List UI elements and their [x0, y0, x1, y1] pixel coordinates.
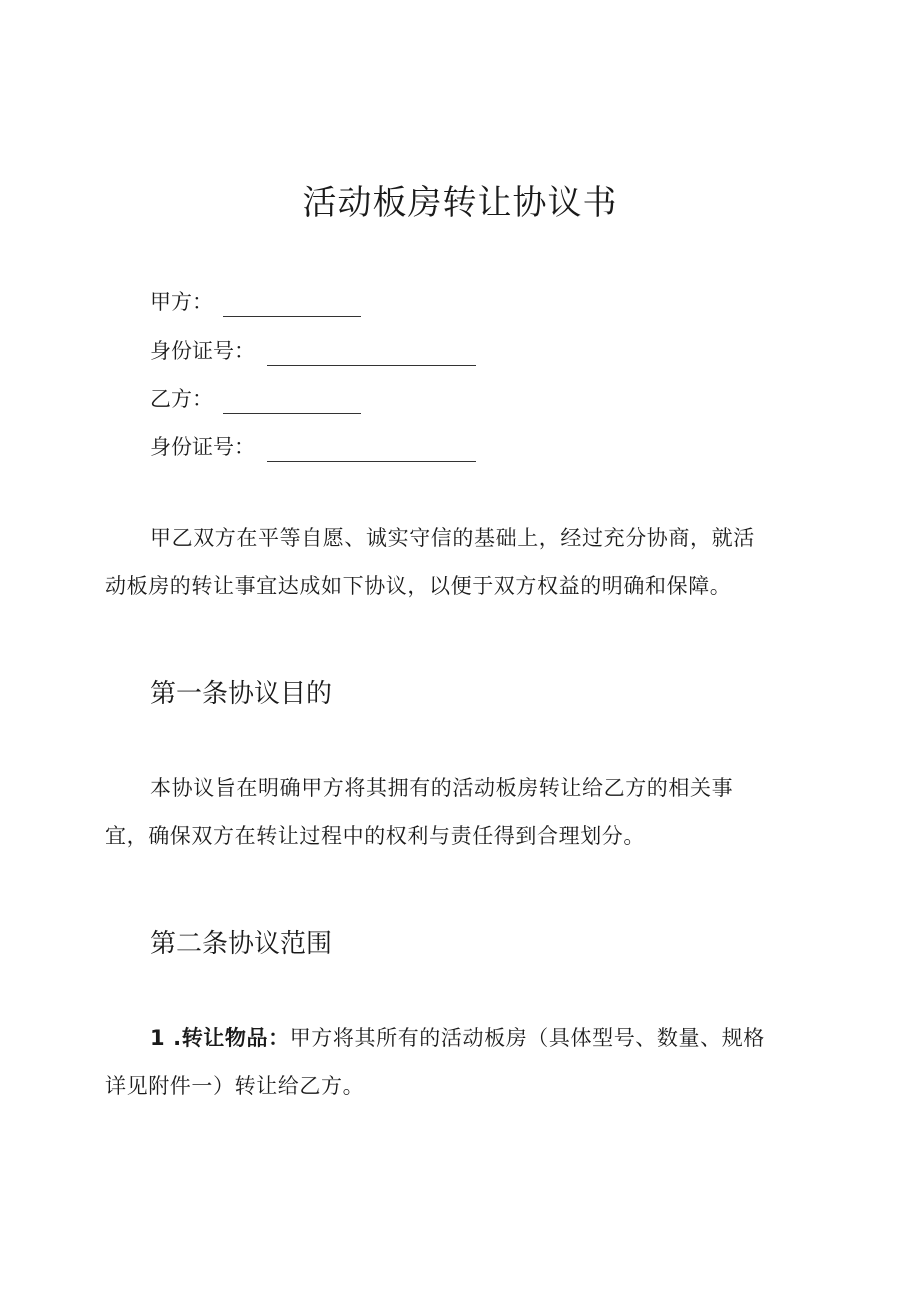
id-b-label: 身份证号： — [150, 435, 255, 459]
id-b-field — [150, 432, 476, 462]
item-1-number: 1 . — [150, 1026, 182, 1050]
article-1-line-2: 宜，确保双方在转让过程中的权利与责任得到合理划分。 — [105, 824, 645, 848]
item-1-text-line-1: 甲方将其所有的活动板房（具体型号、数量、规格 — [289, 1026, 765, 1050]
id-a-blank-line — [267, 343, 476, 366]
document-title: 活动板房转让协议书 — [302, 183, 618, 223]
article-1-heading: 第一条协议目的 — [150, 679, 333, 709]
article-1-line-1: 本协议旨在明确甲方将其拥有的活动板房转让给乙方的相关事 — [150, 776, 734, 800]
article-2-item-1-line-1 — [105, 1014, 825, 1062]
party-a-blank-line — [223, 294, 361, 317]
preamble-paragraph — [105, 514, 825, 610]
party-a-field — [150, 287, 361, 317]
party-b-blank-line — [223, 391, 361, 414]
article-2-item-1-line-2: 详见附件一）转让给乙方。 — [105, 1074, 365, 1098]
article-2-item-1 — [105, 1014, 825, 1110]
article-1-paragraph — [105, 764, 825, 860]
id-a-field — [150, 336, 476, 366]
preamble-line-1: 甲乙双方在平等自愿、诚实守信的基础上，经过充分协商，就活 — [150, 526, 755, 550]
item-1-label: 转让物品： — [181, 1026, 290, 1050]
article-2-heading: 第二条协议范围 — [150, 929, 333, 959]
id-b-blank-line — [267, 439, 476, 462]
party-b-field — [150, 384, 361, 414]
preamble-line-2: 动板房的转让事宜达成如下协议，以便于双方权益的明确和保障。 — [105, 574, 732, 598]
party-b-label: 乙方： — [150, 387, 213, 411]
party-a-label: 甲方： — [150, 290, 213, 314]
id-a-label: 身份证号： — [150, 339, 255, 363]
